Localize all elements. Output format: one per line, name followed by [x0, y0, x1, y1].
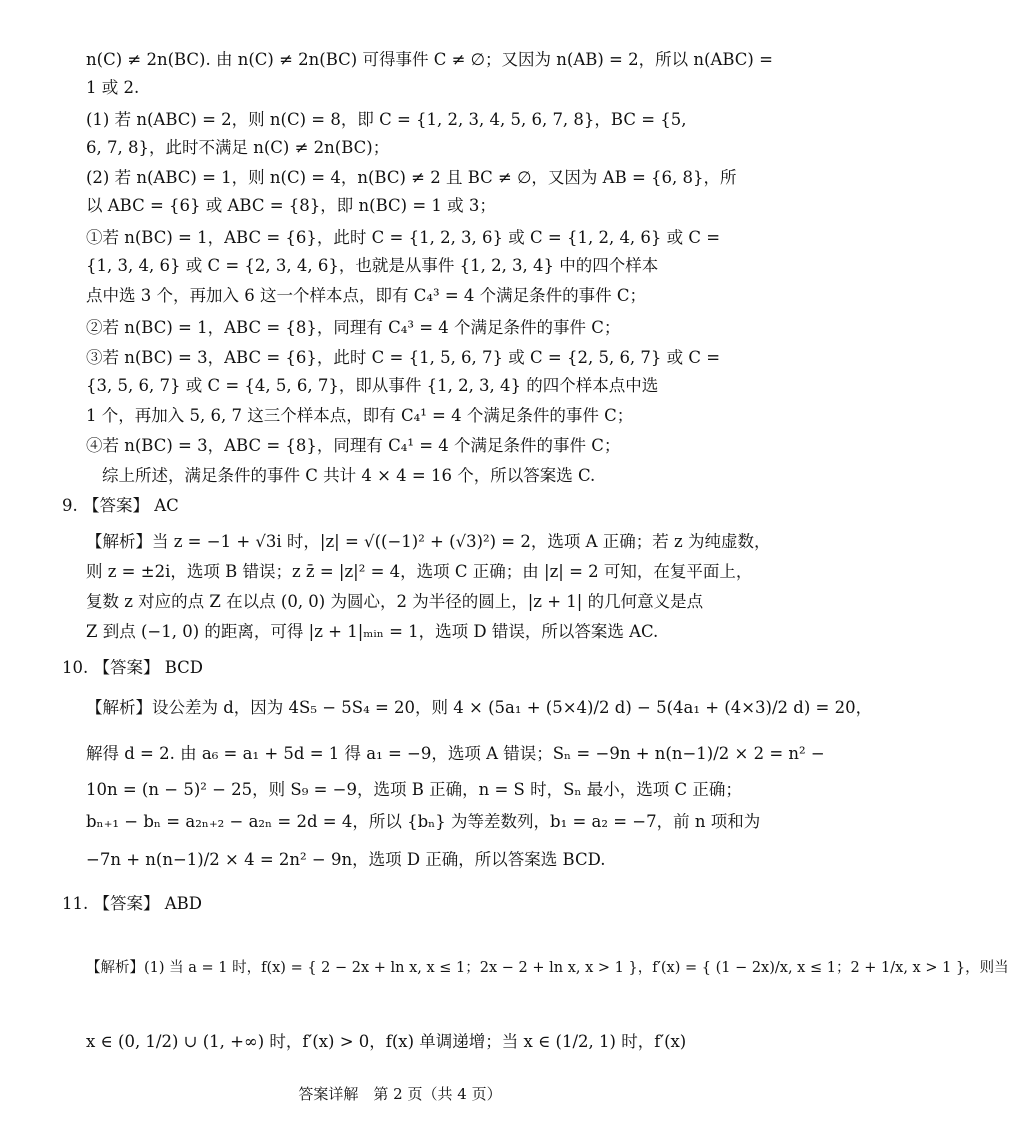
text-line: −7n + n(n−1)/2 × 4 = 2n² − 9n，选项 D 正确，所以答案选 BCD. — [86, 850, 606, 869]
text-line: 综上所述，满足条件的事件 C 共计 4 × 4 = 16 个，所以答案选 C. — [102, 466, 596, 485]
text-line: n(C) ≠ 2n(BC). 由 n(C) ≠ 2n(BC) 可得事件 C ≠ ∅；又因为 n(AB) = 2，所以 n(ABC) = — [86, 50, 773, 69]
text-line: ③若 n(BC) = 3，ABC = {6}，此时 C = {1, 5, 6, 7} 或 C = {2, 5, 6, 7} 或 C = — [86, 348, 721, 367]
question-heading: 9. 【答案】 AC — [62, 496, 179, 515]
text-line: 点中选 3 个，再加入 6 这一个样本点，即有 C₄³ = 4 个满足条件的事件 C； — [86, 286, 647, 305]
text-line: Z 到点 (−1, 0) 的距离，可得 |z + 1|ₘᵢₙ = 1，选项 D 错误，所以答案选 AC. — [86, 622, 659, 641]
text-line: ④若 n(BC) = 3，ABC = {8}，同理有 C₄¹ = 4 个满足条件的事件 C； — [86, 436, 621, 455]
text-line: {3, 5, 6, 7} 或 C = {4, 5, 6, 7}，即从事件 {1, 2, 3, 4} 的四个样本点中选 — [86, 376, 659, 395]
text-line: (2) 若 n(ABC) = 1，则 n(C) = 4，n(BC) ≠ 2 且 BC ≠ ∅，又因为 AB = {6, 8}，所 — [86, 168, 737, 187]
text-line: 以 ABC = {6} 或 ABC = {8}，即 n(BC) = 1 或 3； — [86, 196, 496, 215]
text-line: 复数 z 对应的点 Z 在以点 (0, 0) 为圆心，2 为半径的圆上，|z + 1| 的几何意义是点 — [86, 592, 704, 611]
text-line: x ∈ (0, 1/2) ∪ (1, +∞) 时，f′(x) > 0，f(x) 单调递增；当 x ∈ (1/2, 1) 时，f′(x) — [86, 1032, 687, 1051]
text-line: 6, 7, 8}，此时不满足 n(C) ≠ 2n(BC)； — [86, 138, 390, 157]
text-line: 则 z = ±2i，选项 B 错误；z z̄ = |z|² = 4，选项 C 正确；由 |z| = 2 可知，在复平面上， — [86, 562, 753, 581]
text-line: ①若 n(BC) = 1，ABC = {6}，此时 C = {1, 2, 3, 6} 或 C = {1, 2, 4, 6} 或 C = — [86, 228, 721, 247]
question-heading: 11. 【答案】 ABD — [62, 894, 203, 913]
text-line: 【解析】设公差为 d，因为 4S₅ − 5S₄ = 20，则 4 × (5a₁ + (5×4)/2 d) − 5(4a₁ + (4×3)/2 d) = 20， — [86, 698, 873, 717]
text-line: bₙ₊₁ − bₙ = a₂ₙ₊₂ − a₂ₙ = 2d = 4，所以 {bₙ} 为等差数列，b₁ = a₂ = −7，前 n 项和为 — [86, 812, 761, 831]
page-footer: 答案详解 第 2 页（共 4 页） — [298, 1085, 502, 1103]
text-line: 1 或 2. — [86, 78, 140, 97]
text-line: 【解析】(1) 当 a = 1 时，f(x) = { 2 − 2x + ln x, x ≤ 1；2x − 2 + ln x, x > 1 }，f′(x) = { (1 − 2x)/x, x ≤ 1；2 + 1/x, x > 1 }，则当 — [86, 960, 1009, 976]
text-line: {1, 3, 4, 6} 或 C = {2, 3, 4, 6}，也就是从事件 {1, 2, 3, 4} 中的四个样本 — [86, 256, 659, 275]
text-line: 1 个，再加入 5, 6, 7 这三个样本点，即有 C₄¹ = 4 个满足条件的事件 C； — [86, 406, 634, 425]
text-line: 【解析】当 z = −1 + √3i 时，|z| = √((−1)² + (√3)²) = 2，选项 A 正确；若 z 为纯虚数， — [86, 532, 771, 551]
question-heading: 10. 【答案】 BCD — [62, 658, 204, 677]
text-line: (1) 若 n(ABC) = 2，则 n(C) = 8，即 C = {1, 2, 3, 4, 5, 6, 7, 8}，BC = {5, — [86, 110, 687, 129]
text-line: 解得 d = 2. 由 a₆ = a₁ + 5d = 1 得 a₁ = −9，选项 A 错误；Sₙ = −9n + n(n−1)/2 × 2 = n² − — [86, 744, 825, 763]
text-line: 10n = (n − 5)² − 25，则 S₉ = −9，选项 B 正确，n = S 时，Sₙ 最小，选项 C 正确； — [86, 780, 742, 799]
text-line: ②若 n(BC) = 1，ABC = {8}，同理有 C₄³ = 4 个满足条件的事件 C； — [86, 318, 621, 337]
